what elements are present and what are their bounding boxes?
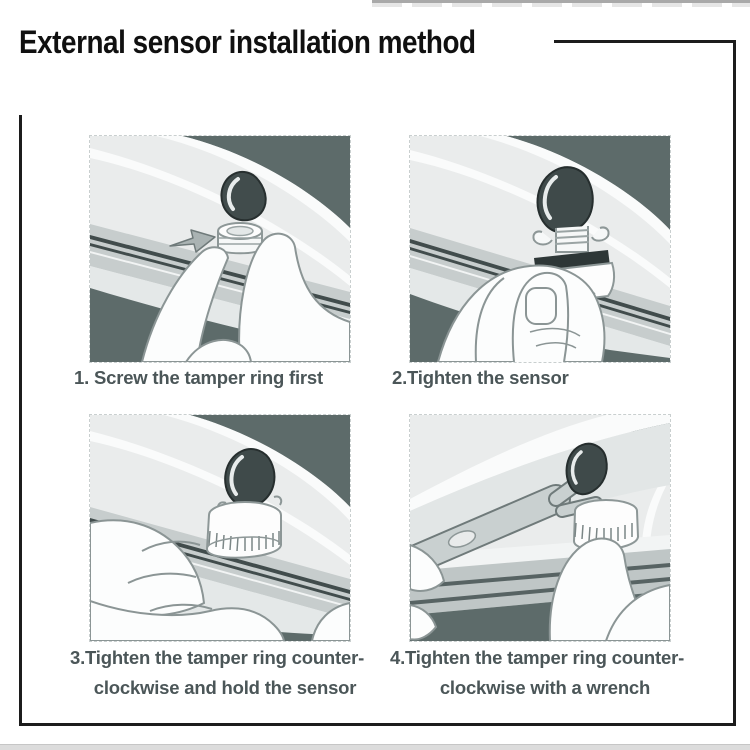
step-3-illustration [90,415,350,641]
step-2-caption [392,363,702,393]
page-title: External sensor installation method [19,24,476,60]
top-edge-dashes [372,3,750,7]
step-3-panel [89,414,351,642]
frame-border-right [733,40,736,726]
frame-border-top [554,40,736,43]
step-4-caption-line2: clockwise with a wrench [439,677,651,698]
step-4-panel [409,414,671,642]
step-1-caption [74,363,384,393]
step-4-caption-line1: 4.Tighten the tamper ring counter- [390,647,685,668]
bottom-edge-strip [0,744,750,750]
step-2-illustration [410,136,670,362]
step-4-caption [390,643,700,703]
step-2-caption-text: 2.Tighten the sensor [392,367,569,388]
step-1-illustration [90,136,350,362]
frame-border-left [19,115,22,726]
step-3-caption [70,643,380,703]
step-4-illustration [410,415,670,641]
step-1-caption-text: 1. Screw the tamper ring first [74,367,323,388]
step-2-panel [409,135,671,363]
step-1-panel [89,135,351,363]
step-3-caption-line2: clockwise and hold the sensor [93,677,357,698]
step-3-caption-line1: 3.Tighten the tamper ring counter- [70,647,365,668]
frame-border-bottom [19,723,736,726]
